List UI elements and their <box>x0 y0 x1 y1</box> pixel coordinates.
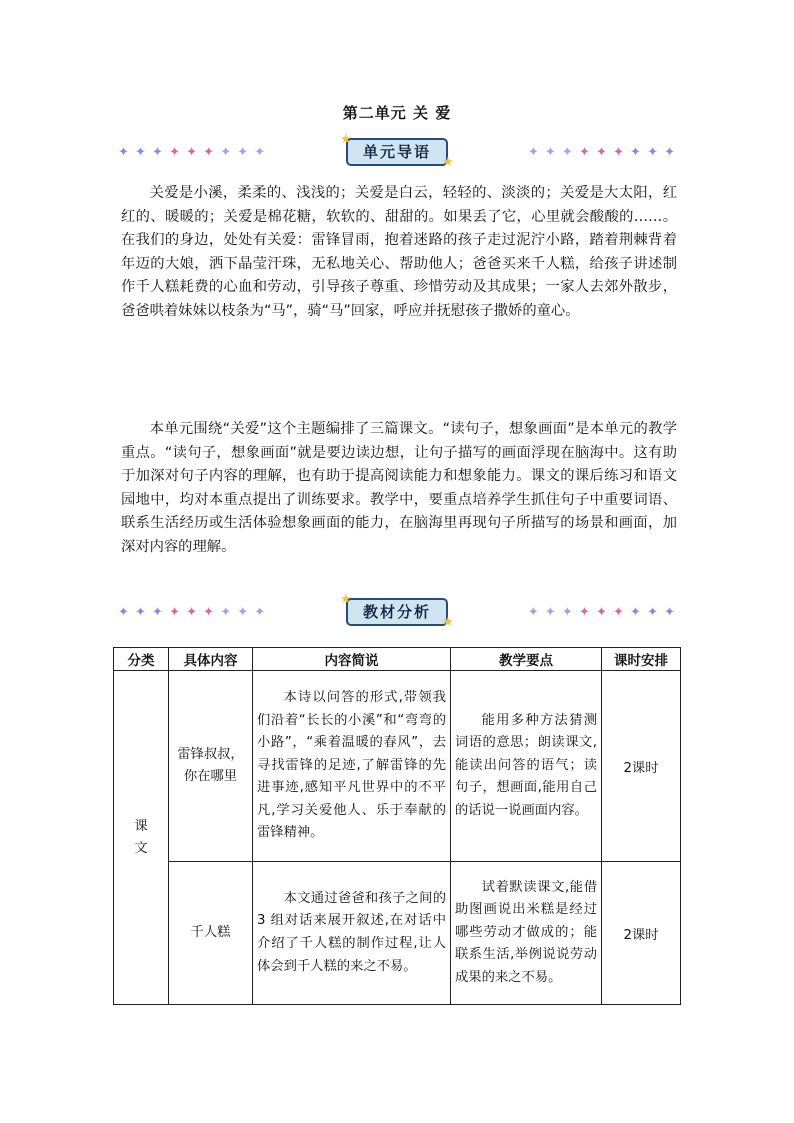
category-cell <box>114 671 169 1005</box>
table-row <box>114 671 681 862</box>
class-hours-cell: 2课时 <box>602 862 681 1005</box>
table-header-row <box>114 648 681 671</box>
teaching-points-cell: 试着默读课文,能借助图画说出米糕是经过哪些劳动才做成的；能联系生活,举例说说劳动成果的来之不易。 <box>451 862 602 1005</box>
column-header: 课时安排 <box>602 648 681 671</box>
star-icon: ★ <box>340 592 352 607</box>
teaching-points-cell: 能用多种方法猜测词语的意思；朗读课文,能读出问答的语气；读句子，想画面,能用自己的话说一说画面内容。 <box>451 671 602 862</box>
class-hours-cell: 2课时 <box>602 671 681 862</box>
star-icon: ★ <box>340 132 352 147</box>
content-summary-cell: 本诗以问答的形式,带领我们沿着“长长的小溪”和“弯弯的小路”，“乘着温暖的春风”，去寻找雷锋的足迹,了解雷锋的先进事迹,感知平凡世界中的不平凡,学习关爱他人、乐于奉献的雷锋精神。 <box>253 671 451 862</box>
sparkle-decoration-right: ✦ ✦ ✦ ✦ ✦ ✦ ✦ ✦ ✦ <box>527 145 676 160</box>
page-title: 第二单元 关 爱 <box>342 104 452 122</box>
column-header: 具体内容 <box>169 648 253 671</box>
section-banner-analysis <box>118 592 676 630</box>
sparkle-decoration-left: ✦ ✦ ✦ ✦ ✦ ✦ ✦ ✦ ✦ <box>118 605 267 620</box>
sparkle-decoration-right: ✦ ✦ ✦ ✦ ✦ ✦ ✦ ✦ ✦ <box>527 605 676 620</box>
lesson-title-cell: 雷锋叔叔，你在哪里 <box>169 671 253 862</box>
sparkle-decoration-left: ✦ ✦ ✦ ✦ ✦ ✦ ✦ ✦ ✦ <box>118 145 267 160</box>
star-icon: ★ <box>442 615 454 630</box>
intro-paragraph-2: 本单元围绕“关爱”这个主题编排了三篇课文。“读句子，想象画面”是本单元的教学重点。“读句子，想象画面”就是要边读边想，让句子描写的画面浮现在脑海中。这有助于加深对句子内容的理解，也有助于提高阅读能力和想象能力。课文的课后练习和语文园地中，均对本重点提出了训练要求。教学中，要重点培养学生抓住句子中重要词语、联系生活经历或生活体验想象画面的能力，在脑海里再现句子所描写的场景和画面，加深对内容的理解。 <box>121 421 677 555</box>
intro-paragraph-1: 关爱是小溪，柔柔的、浅浅的；关爱是白云，轻轻的、淡淡的；关爱是大太阳，红红的、暖暖的；关爱是棉花糖，软软的、甜甜的。如果丢了它，心里就会酸酸的……。在我们的身边，处处有关爱：雷锋冒雨，抱着迷路的孩子走过泥泞小路，踏着荆棘背着年迈的大娘，洒下晶莹汗珠，无私地关心、帮助他人；爸爸买来千人糕，给孩子讲述制作千人糕耗费的心血和劳动，引导孩子尊重、珍惜劳动及其成果；一家人去郊外散步，爸爸哄着妹妹以枝条为“马”，骑“马”回家，呼应并抚慰孩子撒娇的童心。 <box>121 185 677 319</box>
section-heading-analysis: 教材分析 <box>346 598 448 626</box>
column-header: 内容简说 <box>253 648 451 671</box>
column-header: 分类 <box>114 648 169 671</box>
column-header: 教学要点 <box>451 648 602 671</box>
analysis-table <box>113 647 681 1005</box>
content-summary-cell: 本文通过爸爸和孩子之间的 3 组对话来展开叙述,在对话中介绍了千人糕的制作过程,让人体会到千人糕的来之不易。 <box>253 862 451 1005</box>
star-icon: ★ <box>442 155 454 170</box>
category-text: 文 <box>134 840 148 856</box>
lesson-title-cell: 千人糕 <box>169 862 253 1005</box>
table-row <box>114 862 681 1005</box>
section-banner-intro <box>118 132 676 170</box>
category-text: 课 <box>134 818 148 834</box>
section-heading-intro: 单元导语 <box>346 138 448 166</box>
